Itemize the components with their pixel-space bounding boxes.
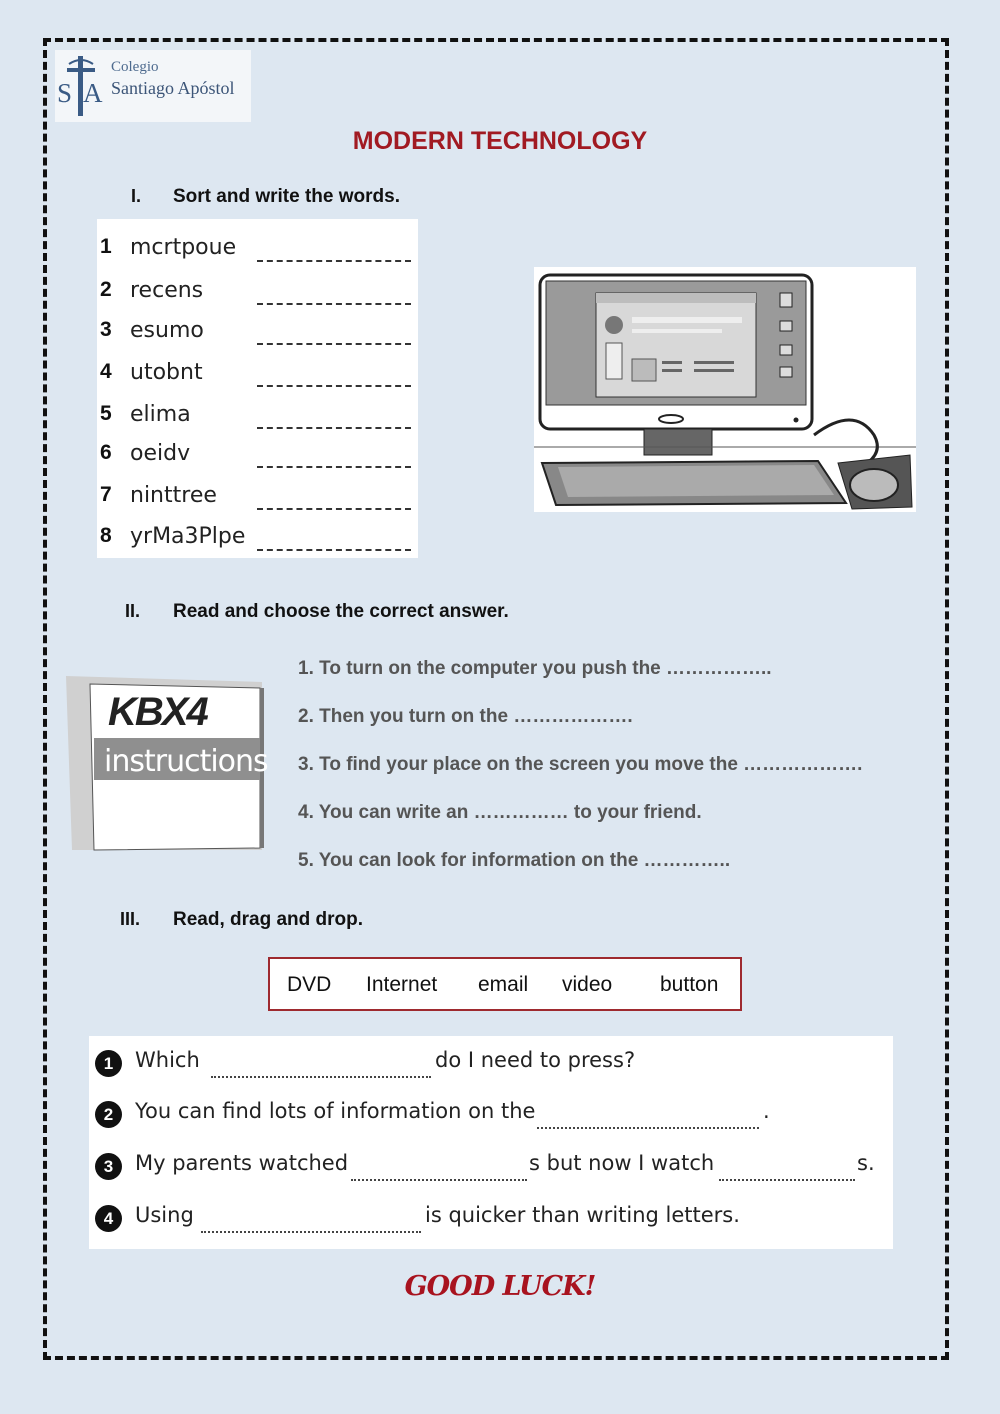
item-number: 6 <box>100 441 112 464</box>
question-5: 5. You can look for information on the ………….. <box>298 850 731 871</box>
sentence-row <box>95 1097 885 1137</box>
sentence-text: is quicker than writing letters. <box>425 1203 740 1227</box>
drop-zone[interactable] <box>211 1076 431 1078</box>
answer-line[interactable] <box>257 343 411 345</box>
answer-line[interactable] <box>257 303 411 305</box>
sentence-text: You can find lots of information on the <box>135 1099 536 1123</box>
section-3-number: III. <box>120 909 141 929</box>
sentence-number: 1 <box>95 1050 122 1077</box>
item-number: 4 <box>100 360 112 383</box>
manual-brand: KBX4 <box>108 690 207 734</box>
draggable-word-video[interactable]: video <box>562 973 613 996</box>
sentence-number: 2 <box>95 1101 122 1128</box>
answer-line[interactable] <box>257 466 411 468</box>
drop-zone[interactable] <box>719 1179 855 1181</box>
word-bank <box>268 957 742 1011</box>
question-4: 4. You can write an …………… to your friend. <box>298 802 702 823</box>
manual-label: instructions <box>104 744 268 779</box>
item-number: 3 <box>100 318 112 341</box>
draggable-word-email[interactable]: email <box>478 973 529 996</box>
school-logo <box>55 50 251 122</box>
list-item <box>97 354 418 394</box>
answer-line[interactable] <box>257 260 411 262</box>
list-item <box>97 272 418 312</box>
list-item <box>97 435 418 475</box>
drop-zone[interactable] <box>537 1127 759 1129</box>
answer-line[interactable] <box>257 385 411 387</box>
sentence-row <box>95 1046 885 1086</box>
sentence-text: Which <box>135 1048 200 1072</box>
section-2-number: II. <box>125 601 141 621</box>
section-1-instruction: Sort and write the words. <box>173 186 400 207</box>
list-item <box>97 477 418 517</box>
sentence-number: 3 <box>95 1153 122 1180</box>
answer-line[interactable] <box>257 427 411 429</box>
section-2-instruction: Read and choose the correct answer. <box>173 601 509 622</box>
logo-line-1: Colegio <box>111 59 159 75</box>
question-1: 1. To turn on the computer you push the …………….. <box>298 658 772 679</box>
sentence-row <box>95 1149 885 1189</box>
question-3: 3. To find your place on the screen you move the ………………. <box>298 754 863 775</box>
item-number: 5 <box>100 402 112 425</box>
sentences-box <box>89 1036 893 1249</box>
list-item <box>97 396 418 436</box>
sentence-text: My parents watched <box>135 1151 349 1175</box>
sentence-text: . <box>763 1099 770 1123</box>
good-luck-footer: GOOD LUCK! <box>404 1271 596 1302</box>
section-1-number: I. <box>131 186 142 206</box>
sentence-text: do I need to press? <box>435 1048 636 1072</box>
list-item <box>97 518 418 558</box>
draggable-word-internet[interactable]: Internet <box>366 973 438 996</box>
scrambled-words-box <box>97 219 418 558</box>
logo-letter-s: S <box>57 78 73 108</box>
item-number: 7 <box>100 483 112 506</box>
sentence-row <box>95 1201 885 1241</box>
drop-zone[interactable] <box>201 1231 421 1233</box>
instruction-manual-image <box>64 672 268 852</box>
sentence-text: s. <box>857 1151 875 1175</box>
logo-line-2: Santiago Apóstol <box>111 78 235 98</box>
item-number: 2 <box>100 278 112 301</box>
section-3-instruction: Read, drag and drop. <box>173 909 364 930</box>
item-number: 8 <box>100 524 112 547</box>
sentence-text: Using <box>135 1203 194 1227</box>
page-title: MODERN TECHNOLOGY <box>352 127 648 155</box>
list-item <box>97 229 418 269</box>
computer-illustration <box>534 267 916 512</box>
sentence-text: s but now I watch <box>529 1151 715 1175</box>
scrambled-word: utobnt <box>130 360 203 385</box>
draggable-word-button[interactable]: button <box>660 973 719 996</box>
scrambled-word: esumo <box>130 318 204 343</box>
question-2: 2. Then you turn on the ………………. <box>298 706 633 727</box>
answer-line[interactable] <box>257 508 411 510</box>
draggable-word-dvd[interactable]: DVD <box>287 973 332 996</box>
scrambled-word: yrMa3Plpe <box>130 524 246 549</box>
scrambled-word: ninttree <box>130 483 217 508</box>
item-number: 1 <box>100 235 112 258</box>
sentence-number: 4 <box>95 1205 122 1232</box>
scrambled-word: recens <box>130 278 204 303</box>
logo-letter-a: A <box>83 78 103 108</box>
answer-line[interactable] <box>257 549 411 551</box>
scrambled-word: elima <box>130 402 191 427</box>
scrambled-word: oeidv <box>130 441 191 466</box>
drop-zone[interactable] <box>351 1179 527 1181</box>
scrambled-word: mcrtpoue <box>130 235 237 260</box>
list-item <box>97 312 418 352</box>
